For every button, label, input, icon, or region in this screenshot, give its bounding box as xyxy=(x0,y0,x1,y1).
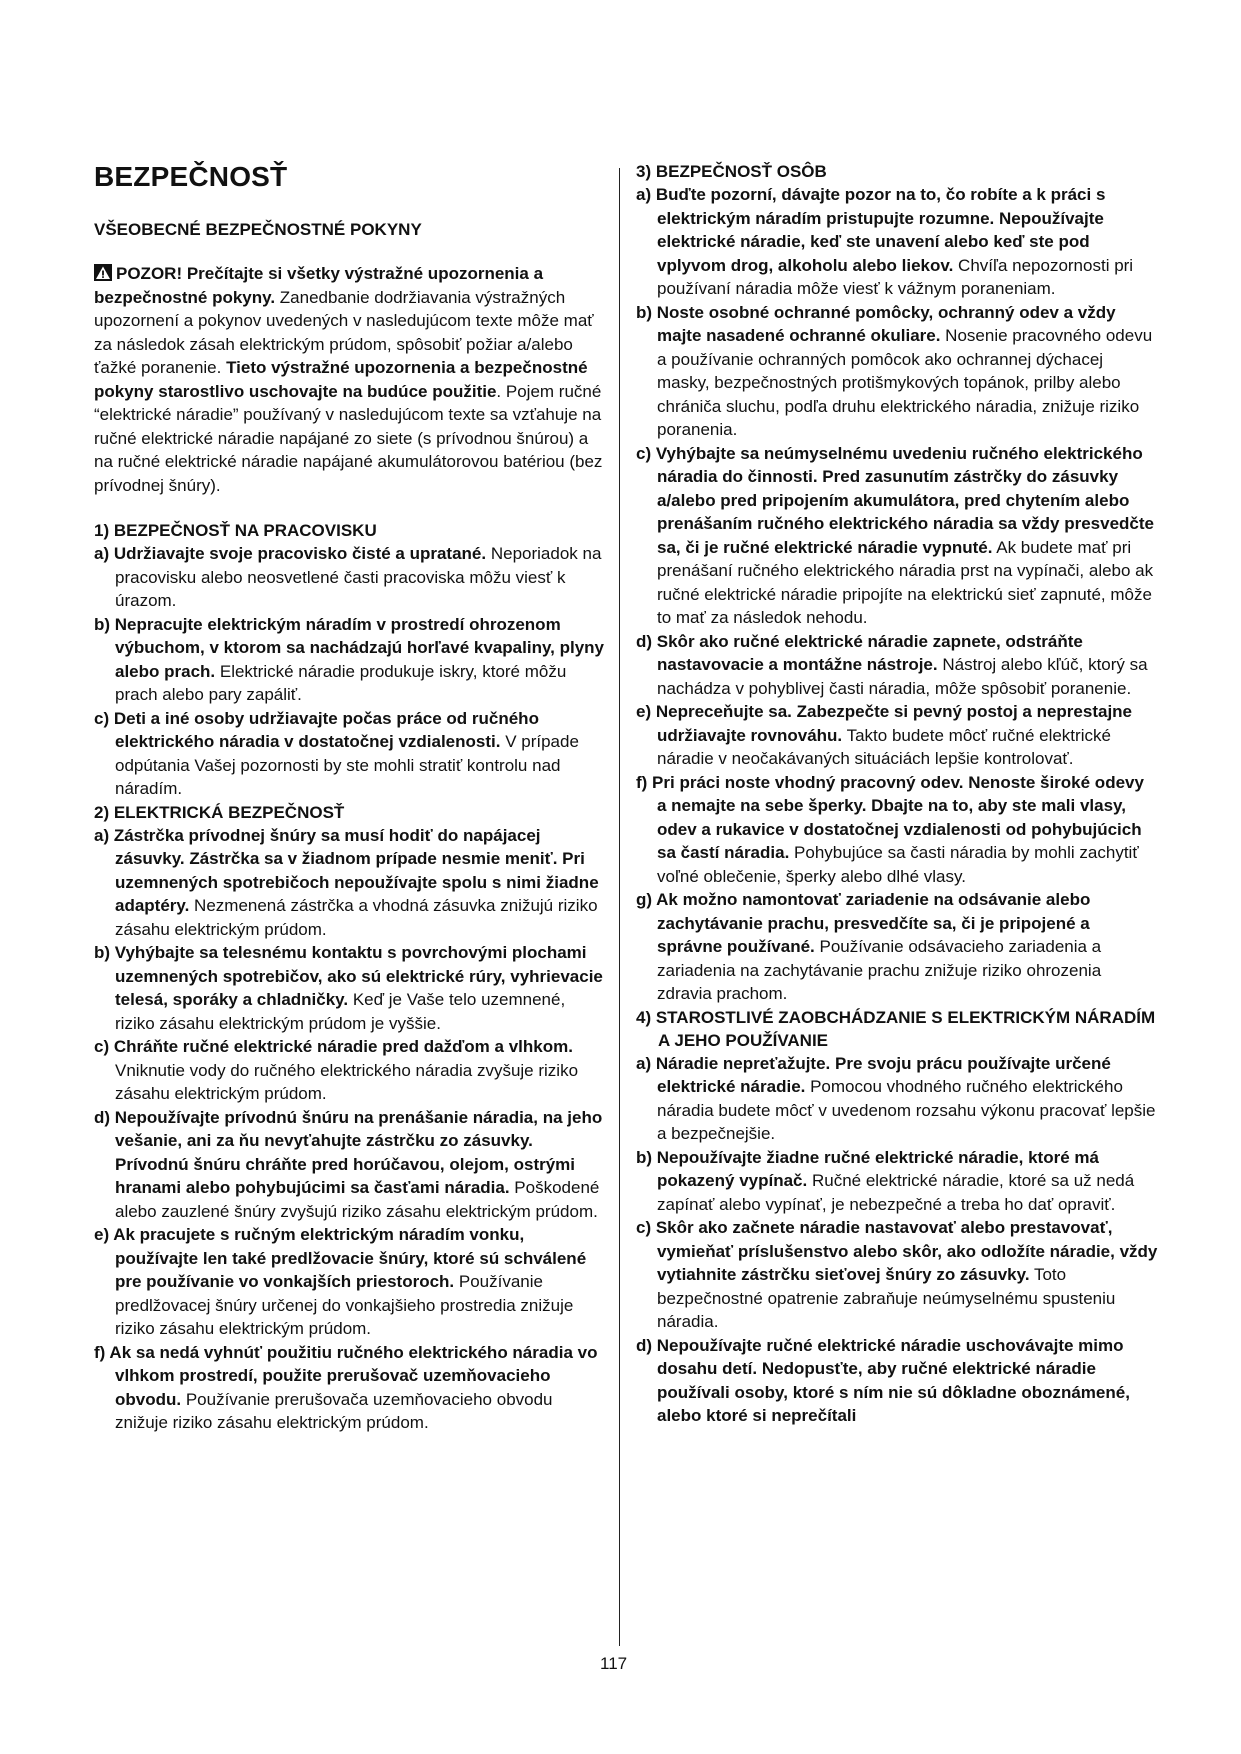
s4-item-d xyxy=(636,1334,1158,1428)
s2-item-a-bold: a) Zástrčka prívodnej šnúry sa musí hodiť do napájacej zásuvky. Zástrčka sa v žiadnom prípade nesmie meniť. Pri uzemnených spotrebičoch nepoužívajte spolu s nimi žiadne adaptéry. xyxy=(94,825,599,915)
s2-item-b-text: Keď je Vaše telo uzemnené, riziko zásahu elektrickým prúdom je vyššie. xyxy=(115,990,566,1033)
s1-item-c-text: V prípade odpútania Vašej pozornosti by ste mohli stratiť kontrolu nad náradím. xyxy=(115,732,579,798)
s3-item-b xyxy=(636,301,1158,442)
s3-item-g xyxy=(636,888,1158,1006)
intro-warning-bold: POZOR! Prečítajte si všetky výstražné upozornenia a bezpečnostné pokyny. xyxy=(94,264,544,307)
s2-item-c-text: Vniknutie vody do ručného elektrického náradia zvyšuje riziko zásahu elektrickým prúdom. xyxy=(115,1060,579,1103)
s3-item-a-text: Chvíľa nepozornosti pri používaní náradia môže viesť k vážnym poraneniam. xyxy=(657,255,1134,298)
s2-item-a xyxy=(94,824,604,942)
warning-triangle-icon xyxy=(94,264,112,281)
s2-item-d-bold: d) Nepoužívajte prívodnú šnúru na prenášanie náradia, na jeho vešanie, ani za ňu nevyťahujte zástrčku zo zásuvky. Prívodnú šnúru chráňte pred horúčavou, olejom, ostrými hranami alebo pohybujúcimi sa časťami náradia. xyxy=(94,1107,603,1197)
s1-item-a-bold: a) Udržiavajte svoje pracovisko čisté a upratané. xyxy=(94,544,487,563)
s1-heading: 1) BEZPEČNOSŤ NA PRACOVISKU xyxy=(94,521,377,540)
s3-item-a-bold: a) Buďte pozorní, dávajte pozor na to, čo robíte a k práci s elektrickým náradím pristupujte rozumne. Nepoužívajte elektrické náradie, keď ste unavení alebo keď ste pod vplyvom drog, alkoholu alebo liekov. xyxy=(636,185,1106,275)
s3-item-c-bold: c) Vyhýbajte sa neúmyselnému uvedeniu ručného elektrického náradia do činnosti. Pred zasunutím zástrčky do zásuvky a/alebo pred pripojením akumulátora, pred chytením alebo prenášaním ručného elektrického náradia sa vždy presvedčte sa, či je ručné elektrické náradie vypnuté. xyxy=(636,443,1154,557)
s4-item-c-text: Toto bezpečnostné opatrenie zabraňuje neúmyselnému spusteniu náradia. xyxy=(657,1265,1116,1331)
page-title: BEZPEČNOSŤ xyxy=(94,161,288,192)
s2-item-b xyxy=(94,941,604,1035)
s2-item-e-bold: e) Ak pracujete s ručným elektrickým náradím vonku, používajte len také predlžovacie šnúry, ktoré sú schválené pre používanie vo vonkajších priestoroch. xyxy=(94,1225,587,1291)
intro-keep-bold: Tieto výstražné upozornenia a bezpečnostné pokyny starostlivo uschovajte na budúce použitie xyxy=(94,358,588,401)
s4-item-b-bold: b) Nepoužívajte žiadne ručné elektrické náradie, ktoré má pokazený vypínač. xyxy=(636,1147,1099,1190)
intro-text-1: Zanedbanie dodržiavania výstražných upozornení a pokynov uvedených v nasledujúcom texte môže mať za následok zásah elektrickým prúdom, spôsobiť požiar a/alebo ťažké poranenie. xyxy=(94,287,594,377)
s1-item-c xyxy=(94,707,604,801)
s3-item-g-bold: g) Ak možno namontovať zariadenie na odsávanie alebo zachytávanie prachu, presvedčíte sa, či je pripojené a správne používané. xyxy=(636,890,1091,956)
s4-heading: 4) STAROSTLIVÉ ZAOBCHÁDZANIE S ELEKTRICKÝM NÁRADÍM A JEHO POUŽÍVANIE xyxy=(636,1007,1156,1050)
s3-item-f-bold: f) Pri práci noste vhodný pracovný odev. Nenoste široké odevy a nemajte na sebe šperky. Dbajte na to, aby ste mali vlasy, odev a rukavice v dostatočnej vzdialenosti od pohybujúcich sa častí náradia. xyxy=(636,772,1144,862)
s2-item-c xyxy=(94,1035,604,1106)
s3-item-f xyxy=(636,771,1158,889)
s3-item-c xyxy=(636,442,1158,630)
s3-item-e-text: Takto budete môcť ručné elektrické náradie v neočakávaných situáciách lepšie kontrolovať. xyxy=(657,725,1111,768)
s3-item-d-bold: d) Skôr ako ručné elektrické náradie zapnete, odstráňte nastavovacie a montážne nástroje. xyxy=(636,631,1083,674)
s3-item-a xyxy=(636,183,1158,301)
s3-item-g-text: Používanie odsávacieho zariadenia a zariadenia na zachytávanie prachu znižuje riziko ohrozenia zdravia prachom. xyxy=(657,937,1102,1003)
s3-item-e xyxy=(636,700,1158,771)
s1-item-b-bold: b) Nepracujte elektrickým náradím v prostredí ohrozenom výbuchom, v ktorom sa nachádzajú horľavé kvapaliny, plyny alebo prach. xyxy=(94,614,605,681)
s4-item-d-bold: d) Nepoužívajte ručné elektrické náradie uschovávajte mimo dosahu detí. Nedopusťte, aby ručné elektrické náradie používali osoby, ktoré s ním nie sú dôkladne oboznámené, alebo ktoré si neprečítali xyxy=(636,1335,1130,1425)
s2-heading: 2) ELEKTRICKÁ BEZPEČNOSŤ xyxy=(94,802,345,822)
column-divider xyxy=(619,168,620,1646)
intro-paragraph xyxy=(94,262,604,497)
s4-item-a xyxy=(636,1052,1158,1146)
s3-item-f-text: Pohybujúce sa časti náradia by mohli zachytiť voľné oblečenie, šperky alebo dlhé vlasy. xyxy=(657,843,1139,886)
s2-item-f-bold: f) Ak sa nedá vyhnúť použitiu ručného elektrického náradia vo vlhkom prostredí, použite prerušovač uzemňovacieho obvodu. xyxy=(94,1342,598,1409)
s3-item-c-text: Ak budete mať pri prenášaní ručného elektrického náradia prst na vypínači, alebo ak ručné elektrické náradie pripojíte na elektrickú sieť zapnuté, môže to mať za následok nehodu. xyxy=(657,537,1154,627)
s2-item-c-bold: c) Chráňte ručné elektrické náradie pred dažďom a vlhkom. xyxy=(94,1037,573,1056)
s2-item-d-text: Poškodené alebo zauzlené šnúry zvyšujú riziko zásahu elektrickým prúdom. xyxy=(115,1178,600,1221)
s2-item-f-text: Používanie prerušovača uzemňovacieho obvodu znižuje riziko zásahu elektrickým prúdom. xyxy=(115,1389,553,1432)
s3-item-e-bold: e) Nepreceňujte sa. Zabezpečte si pevný postoj a neprestajne udržiavajte rovnováhu. xyxy=(636,702,1133,745)
s3-item-b-text: Nosenie pracovného odevu a používanie ochranných pomôcok ako ochrannej dýchacej masky, bezpečnostných protišmykových topánok, prilby alebo chrániča sluchu, podľa druhu elektrického náradia, znižuje riziko poranenia. xyxy=(657,326,1153,439)
s3-heading: 3) BEZPEČNOSŤ OSÔB xyxy=(636,162,827,181)
s1-item-b-text: Elektrické náradie produkuje iskry, ktoré môžu prach alebo pary zapáliť. xyxy=(115,661,567,704)
s2-item-b-bold: b) Vyhýbajte sa telesnému kontaktu s povrchovými plochami uzemnených spotrebičov, ako sú elektrické rúry, vyhrievacie telesá, sporáky a chladničky. xyxy=(94,943,603,1009)
s2-item-e xyxy=(94,1223,604,1341)
s4-item-c-bold: c) Skôr ako začnete náradie nastavovať alebo prestavovať, vymieňať príslušenstvo alebo skôr, ako odložíte náradie, vždy vytiahnite zástrčku sieťovej šnúry zo zásuvky. xyxy=(636,1218,1158,1284)
s4-item-b xyxy=(636,1146,1158,1217)
s4-item-b-text: Ručné elektrické náradie, ktoré sa už nedá zapínať alebo vypínať, je nebezpečné a treba ho dať opraviť. xyxy=(657,1171,1135,1214)
s1-item-a xyxy=(94,542,604,613)
s1-item-a-text: Neporiadok na pracovisku alebo neosvetlené časti pracoviska môžu viesť k úrazom. xyxy=(115,544,602,610)
s2-item-e-text: Používanie predlžovacej šnúry určenej do vonkajšieho prostredia znižuje riziko zásahu elektrickým prúdom. xyxy=(115,1272,574,1338)
page-number: 117 xyxy=(600,1654,628,1673)
s3-item-d-text: Nástroj alebo kľúč, ktorý sa nachádza v pohyblivej časti náradia, môže spôsobiť poranenie. xyxy=(657,655,1148,698)
s1-item-b xyxy=(94,613,604,707)
s4-item-c xyxy=(636,1216,1158,1334)
s4-item-a-text: Pomocou vhodného ručného elektrického náradia budete môcť v uvedenom rozsahu výkonu pracovať lepšie a bezpečnejšie. xyxy=(657,1077,1156,1143)
s2-item-f xyxy=(94,1341,604,1435)
s2-item-d xyxy=(94,1106,604,1224)
right-column xyxy=(636,160,1158,1428)
intro-text-2: . Pojem ručné “elektrické náradie” používaný v nasledujúcom texte sa vzťahuje na ručné elektrické náradie napájané zo siete (s prívodnou šnúrou) a na ručné elektrické náradie napájané akumulátorovou batériou (bez prívodnej šnúry). xyxy=(94,381,603,495)
s4-item-a-bold: a) Náradie nepreťažujte. Pre svoju prácu používajte určené elektrické náradie. xyxy=(636,1053,1111,1096)
left-column xyxy=(94,160,604,1435)
s3-item-d xyxy=(636,630,1158,701)
s3-item-b-bold: b) Noste osobné ochranné pomôcky, ochranný odev a vždy majte nasadené ochranné okuliare. xyxy=(636,302,1116,345)
s1-item-c-bold: c) Deti a iné osoby udržiavajte počas práce od ručného elektrického náradia v dostatočnej vzdialenosti. xyxy=(94,708,539,751)
section-subtitle: VŠEOBECNÉ BEZPEČNOSTNÉ POKYNY xyxy=(94,220,422,239)
s2-item-a-text: Nezmenená zástrčka a vhodná zásuvka znižujú riziko zásahu elektrickým prúdom. xyxy=(115,896,598,939)
